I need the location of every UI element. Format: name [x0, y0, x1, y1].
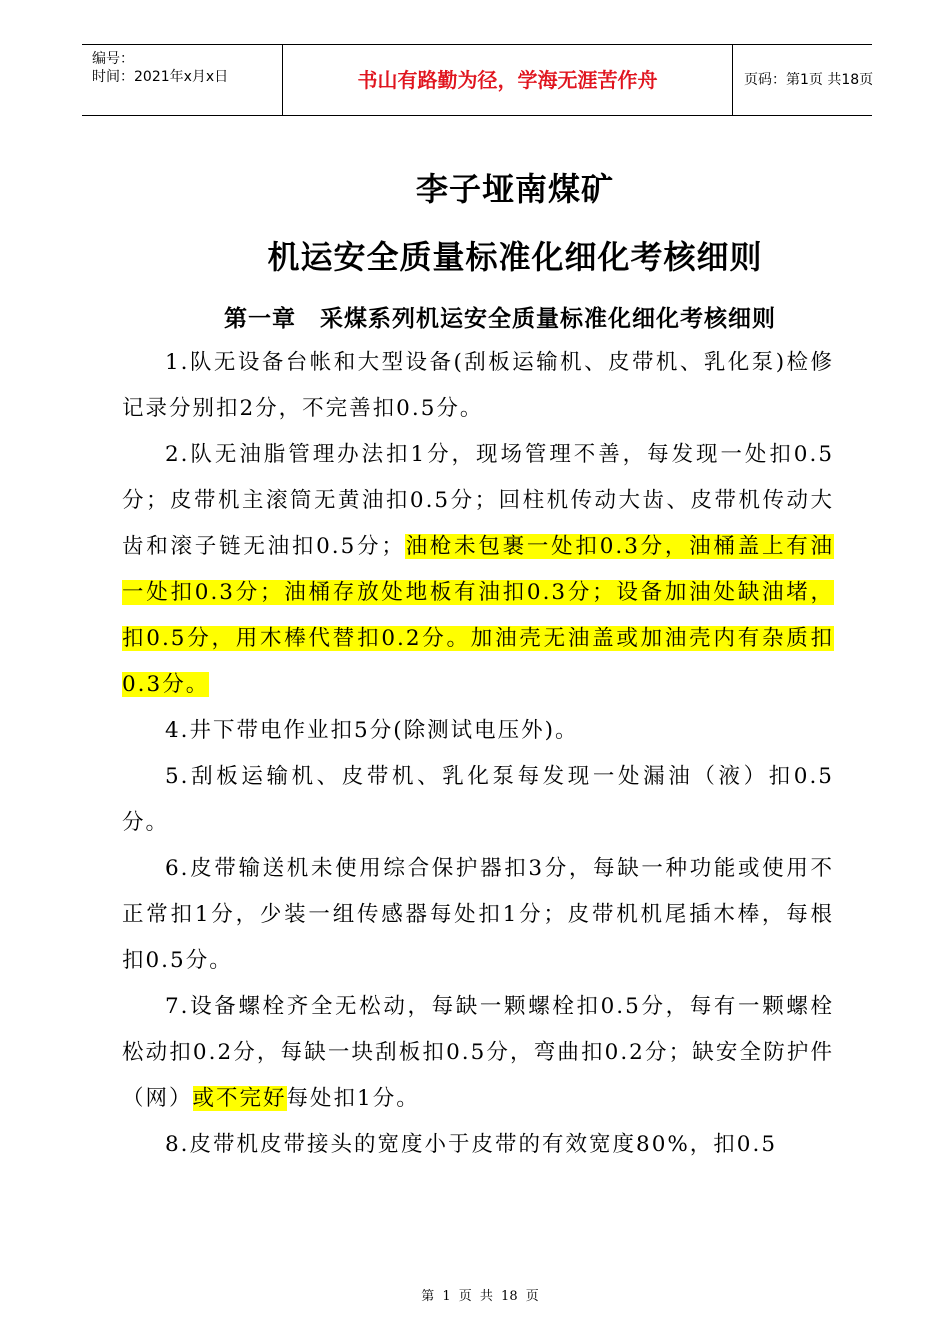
header-page-info: 页码：第1页 共18页 [744, 72, 874, 88]
chapter-title: 第一章 采煤系列机运安全质量标准化细化考核细则 [224, 305, 776, 332]
document-title-line2: 机运安全质量标准化细化考核细则 [267, 238, 763, 276]
header-motto: 书山有路勤为径，学海无涯苦作舟 [282, 45, 733, 115]
clause-1: 1.队无设备台帐和大型设备(刮板运输机、皮带机、乳化泵)检修记录分别扣2分，不完善扣0.5分。 [122, 350, 834, 421]
clause-7-text-end: 每处扣1分。 [286, 1086, 420, 1111]
clause-7-highlighted-text: 或不完好 [192, 1086, 287, 1111]
clause-5: 5.刮板运输机、皮带机、乳化泵每发现一处漏油（液）扣0.5分。 [122, 764, 834, 835]
clause-7 [122, 984, 834, 1122]
time-label: 时间：2021年x月x日 [92, 69, 229, 85]
document-body [122, 340, 834, 1168]
document-title-line1: 李子垭南煤矿 [415, 170, 614, 208]
page-header [82, 44, 872, 116]
clause-8: 8.皮带机皮带接头的宽度小于皮带的有效宽度80%，扣0.5 [165, 1132, 777, 1157]
clause-2-text: 2.队无油脂管理办法扣1分，现场管理不善，每发现一处扣0.5分；皮带机主滚筒无黄油扣0.5分；回柱机传动大齿、皮带机传动大齿和滚子链无油扣0.5分； [122, 442, 834, 559]
page-footer: 第 1 页 共 18 页 [421, 1289, 539, 1304]
header-meta [82, 45, 282, 115]
clause-6: 6.皮带输送机未使用综合保护器扣3分，每缺一种功能或使用不正常扣1分，少装一组传感器每处扣1分；皮带机机尾插木棒，每根扣0.5分。 [122, 856, 834, 973]
clause-7-text: 7.设备螺栓齐全无松动，每缺一颗螺栓扣0.5分，每有一颗螺栓松动扣0.2分，每缺一块刮板扣0.5分，弯曲扣0.2分；缺安全防护件（网） [122, 994, 834, 1111]
clause-4: 4.井下带电作业扣5分(除测试电压外)。 [165, 718, 579, 743]
clause-2-highlighted-text: 油枪未包裹一处扣0.3分，油桶盖上有油一处扣0.3分；油桶存放处地板有油扣0.3分；设备加油处缺油堵，扣0.5分，用木棒代替扣0.2分。加油壳无油盖或加油壳内有杂质扣0.3分。 [122, 534, 834, 697]
number-label: 编号： [92, 51, 134, 67]
clause-2 [122, 432, 834, 708]
